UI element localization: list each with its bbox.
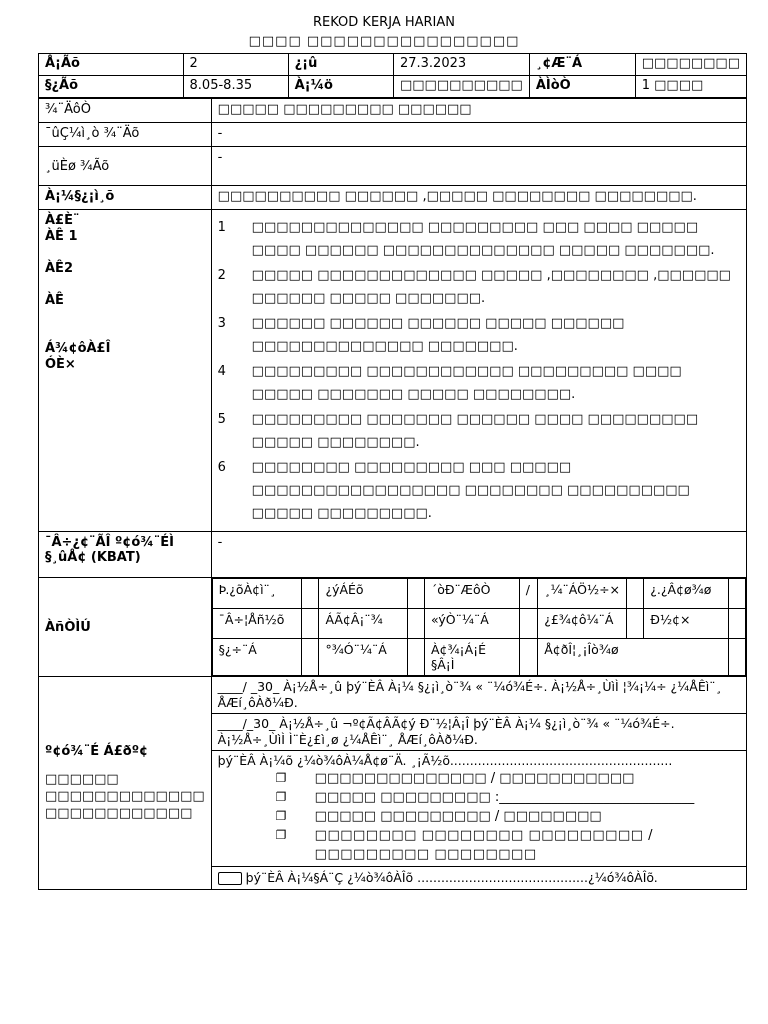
reflection-assisted: ____/_30_ À¡½Å÷¸û ¬º¢Ã¢ÂÃ¢ý Ð¨½¦Â¡Î þý¨ÈÂ À¡¼ §¿¡ì¸ò¨¾ « ¨¼ó¾É÷. À¡½Å÷¸ÙìÌ Ì¨È¿£ì¸ø ¿¼ÅÊì¨¸ ÅÆí¸ôÀð¼Ð.	[212, 714, 746, 751]
reflection-row	[39, 677, 747, 890]
value-mark	[302, 579, 319, 609]
objective-text: □□□□□□□□□ □□□□□□□ □□□□□□ □□□□ □□□□□□□□□ □□□□□ □□□□□□□□.	[251, 412, 699, 450]
objective-text: □□□□□ □□□□□□□□□□□□□ □□□□□ ,□□□□□□□□ ,□□□□□□ □□□□□□ □□□□□ □□□□□□□.	[251, 268, 731, 306]
objective-item	[218, 264, 740, 310]
objectives-row	[39, 210, 747, 532]
objective-text: □□□□□□□□□□□□□□ □□□□□□□□□ □□□ □□□□ □□□□□ □□□□ □□□□□□ □□□□□□□□□□□□□□ □□□□□ □□□□□□□.	[251, 220, 715, 258]
theme-row	[39, 99, 747, 123]
week-label: Å¡Ãõ	[39, 54, 184, 76]
value-name: °¾Ó¨¼¨Á	[319, 639, 407, 676]
objectives-label	[39, 210, 212, 532]
objectives-label-line: ÀÊ 1	[45, 229, 78, 244]
values-grid-row	[212, 639, 745, 676]
info-row-1	[39, 54, 747, 76]
value-name: Ð½¢×	[644, 609, 728, 639]
date-label: ¿¡û	[288, 54, 393, 76]
value-mark	[627, 579, 644, 609]
value-name: ¿£¾¢ô¼¨Á	[538, 609, 627, 639]
topic-row	[39, 123, 747, 147]
theme-value: □□□□□ □□□□□□□□□ □□□□□□	[211, 99, 746, 123]
checkbox-icon[interactable]: ❐	[275, 809, 287, 823]
objective-item	[218, 360, 740, 406]
value-name: «ýÒ¨¼¨Á	[424, 609, 519, 639]
kbat-label: ¯Â÷¿¢¨ÃÎ º¢ó¾¨ÉÌ §¸ûÅ¢ (KBAT)	[39, 532, 212, 578]
aids-value: □□□□□□□□□□ □□□□□□ ,□□□□□ □□□□□□□□ □□□□□□□□.	[211, 186, 746, 210]
aids-row	[39, 186, 747, 210]
subject-label: À¡¼ö	[288, 76, 393, 98]
reflection-not-held	[212, 751, 746, 867]
reflection-subtitle: □□□□□□ □□□□□□□□□□□□□ □□□□□□□□□□□□	[45, 772, 205, 821]
value-name: ÁÃ¢Â¡¨¾	[319, 609, 407, 639]
objective-number: 4	[217, 364, 226, 379]
aids-label: À¡¼§¿¡ì¸õ	[39, 186, 212, 210]
value-mark	[728, 609, 745, 639]
values-cell	[211, 578, 746, 677]
theme-label: ¾¨ÄôÒ	[39, 99, 212, 123]
objective-number: 6	[217, 460, 226, 475]
topic-label: ¯ûÇ¼ì¸ò ¾¨Äõ	[39, 123, 212, 147]
info-table	[38, 53, 747, 98]
value-mark	[728, 579, 745, 609]
reflection-cell	[211, 677, 746, 890]
reflection-postponed	[212, 867, 746, 889]
value-mark	[627, 609, 644, 639]
not-held-reason: þý¨ÈÂ À¡¼õ ¿¼ò¾ôÀ¼Å¢ø¨Ä. ¸¡Ã½õ........................................................	[217, 753, 673, 768]
page-title: REKOD KERJA HARIAN	[313, 15, 455, 30]
standard-row	[39, 147, 747, 186]
standard-label: ¸üÈø ¾Ãõ	[39, 147, 212, 186]
objectives-label-line	[45, 245, 205, 261]
value-mark	[407, 609, 424, 639]
class-value: 1 □□□□	[635, 76, 746, 98]
values-grid-row	[212, 579, 745, 609]
class-label: ÀÌòÒ	[529, 76, 635, 98]
reason-option-text: □□□□□ □□□□□□□□□ :______________________________	[314, 790, 695, 805]
lesson-table	[38, 98, 747, 890]
objectives-label-line: ÓÈ×	[45, 357, 76, 372]
value-mark	[302, 609, 319, 639]
objective-item	[218, 312, 740, 358]
objectives-list	[211, 210, 746, 532]
reason-option	[276, 826, 740, 864]
standard-value: -	[211, 147, 746, 186]
reflection-title: º¢ó¾¨É Á£ðº¢	[45, 744, 149, 759]
page-subtitle: □□□□ □□□□□□□□□□□□□□□□	[248, 34, 520, 49]
reason-option	[276, 769, 740, 788]
info-row-2	[39, 76, 747, 98]
objectives-label-line	[45, 277, 205, 293]
value-mark	[519, 639, 537, 676]
objective-text: □□□□□□ □□□□□□ □□□□□□ □□□□□ □□□□□□ □□□□□□□□□□□□□□ □□□□□□□.	[251, 316, 625, 354]
checkbox-icon[interactable]	[218, 872, 242, 885]
value-mark: /	[519, 579, 537, 609]
objective-number: 2	[217, 268, 226, 283]
objectives-label-line	[45, 309, 205, 325]
checkbox-icon[interactable]: ❐	[275, 790, 287, 804]
value-mark	[519, 609, 537, 639]
reason-option	[276, 807, 740, 826]
checkbox-icon[interactable]: ❐	[275, 828, 287, 842]
objective-number: 3	[217, 316, 226, 331]
objective-item	[218, 408, 740, 454]
values-label: ÀñÒÌÚ	[39, 578, 212, 677]
time-value: 8.05-8.35	[183, 76, 288, 98]
value-mark	[728, 639, 745, 676]
value-mark	[302, 639, 319, 676]
checkbox-icon[interactable]: ❐	[275, 771, 287, 785]
objective-item	[218, 216, 740, 262]
value-name: Å¢ðÎ¦¸¡Îò¾ø	[538, 639, 728, 676]
reason-option-text: □□□□□□□□ □□□□□□□□ □□□□□□□□□ / □□□□□□□□□ □□□□□□□□	[314, 828, 654, 862]
objectives-label-line: À£È¨	[45, 213, 80, 228]
objective-text: □□□□□□□□ □□□□□□□□□ □□□ □□□□□ □□□□□□□□□□□□□□□□□ □□□□□□□□ □□□□□□□□□□ □□□□□ □□□□□□□□□.	[251, 460, 690, 521]
objectives-label-line: ÀÊ2	[45, 261, 73, 276]
kbat-value: -	[211, 532, 746, 578]
day-label: ¸¢Æ¨Á	[529, 54, 635, 76]
objective-text: □□□□□□□□□ □□□□□□□□□□□□ □□□□□□□□□ □□□□ □□□□□ □□□□□□□ □□□□□ □□□□□□□□.	[251, 364, 682, 402]
value-mark	[407, 639, 424, 676]
day-value: □□□□□□□□	[635, 54, 746, 76]
value-name: ¯Â÷¦Åñ½õ	[212, 609, 302, 639]
reason-option-text: □□□□□□□□□□□□□□ / □□□□□□□□□□□	[314, 771, 635, 786]
objectives-label-line: ÀÊ	[45, 293, 64, 308]
objectives-label-line: Á¾¢ôÀ£Î	[45, 341, 111, 356]
value-mark	[407, 579, 424, 609]
postponed-text: þý¨ÈÂ À¡¼§Á¨Ç ¿¼ò¾ôÀÎõ ...........................................¿¼ó¾ôÀÎõ.	[245, 870, 658, 885]
objective-number: 5	[217, 412, 226, 427]
reason-option-text: □□□□□ □□□□□□□□□ / □□□□□□□□	[314, 809, 602, 824]
reason-option	[276, 788, 740, 807]
date-value: 27.3.2023	[393, 54, 529, 76]
value-name: ¿ýÁÉõ	[319, 579, 407, 609]
subject-value: □□□□□□□□□□	[393, 76, 529, 98]
value-name: Þ.¿õÀ¢ì¨¸	[212, 579, 302, 609]
value-name: ¿.¿Â¢ø¾ø	[644, 579, 728, 609]
value-name: ¸¼¨ÁÖ½÷×	[538, 579, 627, 609]
objectives-label-line	[45, 325, 205, 341]
topic-value: -	[211, 123, 746, 147]
reflection-achieved: ____/ _30_ À¡½Å÷¸û þý¨ÈÂ À¡¼ §¿¡ì¸ò¨¾ « ¨¼ó¾É÷. À¡½Å÷¸ÙìÌ ¦¾¡¼÷ ¿¼ÅÊì¨¸ ÅÆí¸ôÀð¼Ð.	[212, 677, 746, 714]
value-name: §¿÷¨Á	[212, 639, 302, 676]
value-name: ´òÐ¨ÆôÒ	[424, 579, 519, 609]
values-grid	[212, 578, 746, 676]
values-grid-row	[212, 609, 745, 639]
values-row	[39, 578, 747, 677]
time-label: §¿Ãõ	[39, 76, 184, 98]
week-value: 2	[183, 54, 288, 76]
value-name: À¢¾¡Á¡É §Â¡Ì	[424, 639, 519, 676]
kbat-row	[39, 532, 747, 578]
objective-item	[218, 456, 740, 525]
objective-number: 1	[217, 220, 226, 235]
reflection-label	[39, 677, 212, 890]
